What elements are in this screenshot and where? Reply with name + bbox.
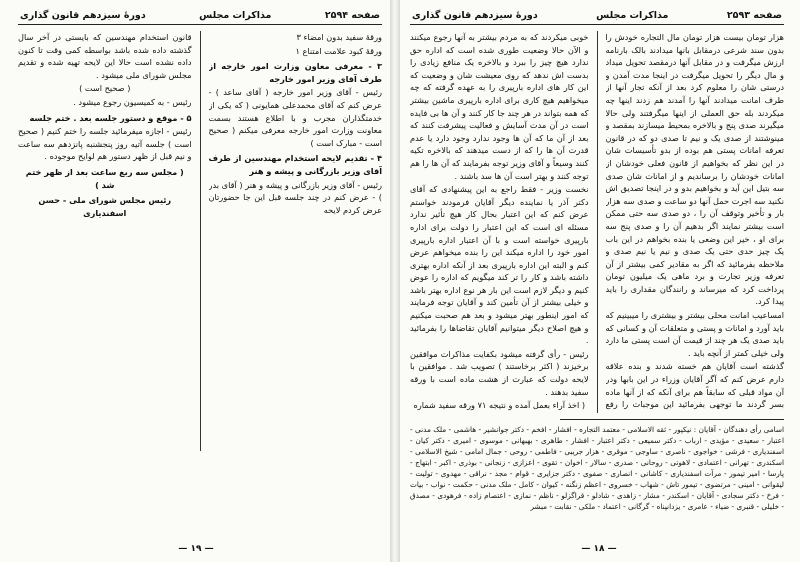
header-session: دورهٔ سیزدهم قانون گذاری (412, 10, 538, 21)
paragraph: ( صحیح است ) (79, 83, 131, 94)
footnote-rule (560, 419, 784, 420)
header-page-label: صفحه ۲۵۹۴ (324, 10, 380, 21)
section-heading: ۴ - تقدیم لایحه استخدام مهندسین از طرف آقای وزیر بازرگانی و پیشه و هنر (208, 153, 382, 176)
section-heading: ۳ - معرفی معاون وزارت امور خارجه از طرف آقای وزیر امور خارجه (208, 61, 382, 84)
paragraph: گذشته است آقایان هم خسته شدند و بنده علاقه دارم عرض کنم که آگر آقایان وزراء در این بابها ودر آن مواد قبلی که سابقاً هم برای آنکه که از آنها ماده بسر گردند ما توجهی بفرمائید این موجبات را رفع (605, 361, 784, 410)
column-right (209, 31, 383, 451)
page-header (410, 10, 784, 25)
paragraph: نخست وزیر - فقط راجع به این پیشنهادی که آقای دکتر آذر یا نماینده دیگر آقایان فرمودند خواستم عرض کنم که این اعتبار بحال کار هیچ تأثیر ندارد مسئله ای است که این اعتبار را دولت برای اداره بارپیری خواسته است و با آن اعتبار اداره بارپیری امور خود را اداره میکند این را بنده میخواهم عرض کنم و البته این اداره بارپیری بعد از آنکه اداره بهتری داشته باشد و کار را تر کند میگویم که اداره را عوض کنیم و دیگر لازم است این بار هر نوع اداره بهتر باشد و خیلی بیشتر از آن تأمین کند و آقایان توجه فرمایند که امور اینطور بهتر میشود و بعد هم صحبت میکنیم و هیچ اصلاح دیگر میتوانیم آقایان تقاضاها را بفرمائید . (410, 184, 589, 346)
paragraph: رئیس - به کمیسیون رجوع میشود . (73, 96, 192, 107)
page-header (18, 10, 382, 25)
paragraph: هزار تومان بیست هزار تومان مال التجاره خودش را بدون سند شرعی درمقابل بانها میدادند بالک بارنامه ارزش میگرفت و در مقابل آنها درمقصد تحویل میداد و مال دیگر را تحویل میگرفت در اینجا مدت آمدن و درستی شان را معلوم کرد بعد از آنکه تجار آنها از طرف امانت میدادند آنها را آمدند هم زدند اینها چه میکردند بله حق العملی از اینها میگرفتند ولی حالا میگیرند صدی پنج و بالاخره بمحیط میسازند بمقصد و مینوشتند از صدی یک و نیم تا صدی دو که در قانون تعرفه امانات پستی هم بوده از بدو تأسیسات شان در این نظر که بخواهیم از قانون فعلی خودشان از امانات خودشان را برساندیم و از امانات شان صدی سه بتیل این آید و بخواهیم بدو و در اینجا تصدیق اش نکنید سه اجرت حمل آنها دو ساعت و صدی سه هزار بار و تأخیر وتوقف آن را ، دو صدی سه حتی ممکن است بیشتر نمایند اگر بدهیم آن را و صدی پنج سه برای او ، خیر این وضعی یا بنده بخواهم در این باب یک چیز حدی حتی یک صدی و نیم یا نیم صدی و ملاحظه بفرمائید که اگر به مقادیر کمی بیشتر از آن تعرفه وزیر تجارت و برد ماهی یک میلیون تومان پرداخت کرد که میرساند و رانندگان مقداری را باید پیدا کرد. (605, 32, 784, 307)
paragraph: رئیس - رأی گرفته میشود بکفایت مذاکرات موافقین برخیزند ( اکثر برخاستند ) تصویب شد . موافقین با لایحه دولت که عبارت از هشت ماده است با ورقه سفید بدهند . (410, 348, 589, 397)
footnote-voters: اسامی رأی دهندگان - آقایان : نیکپور - ثقه الاسلامی - معتمد التجاره - افشار - افخم - دکتر جوانشیر - هاشمی - ملک مدنی - اعتبار - سعیدی - مؤیدی - ارباب - دکتر سمیعی - دکتر اعتبار - افشار - طاهری - بهبهانی - موسوی - امیری - دکتر کیان - اسفندیاری - فرشی - خواجوی - ناصری - ساوجی - موقری - هزار جریبی - فاطمی - روحی - جمال امامی - شیخ الاسلامی - اسکندری - تهرانی - اعتمادی - لاهوتی - روحانی - صدری - سالار - اخوان - تقوی - اعزازی - زنجانی - بوذری - اکبر - ابتهاج - پارسا - امیر تیمور - مرآت اسفندیاری - کاشانی - انصاری - صفوی - دکتر جزایری - قوام - مجد - نراقی - مهدوی - تولیت - لیقوانی - امینی - مرتضوی - تیمور تاش - شهاب - خسروی - اعظم زنگنه - کیوان - کامل - ملک مدنی - حکمت - نواب - بیات - فرخ - دکتر سجادی - آقایان - اسکندر - مشار - زاهدی - شادلو - قراگزلو - ناظم - نمازی - اعتصام زاده - فرهودی - مصدق - خلیلی - قنبری - ضیاء - عامری - یزدانپناه - گرگانی - اعتماد - ملکی - نقابت - مبشر (410, 425, 784, 511)
column-left (410, 31, 589, 413)
section-heading: رئیس مجلس شورای ملی - حسن اسفندیاری (38, 195, 172, 218)
page-number: — ۱۸ — (581, 544, 617, 554)
text-columns (410, 31, 784, 413)
paragraph: ( اخذ آراء بعمل آمده و نتیجه ۷۱ ورقه سفید شماره (413, 400, 586, 411)
page-left (0, 0, 392, 562)
paragraph: ورقهٔ سفید بدون امضاء ۳ (296, 32, 382, 42)
paragraph: امساعیب امانت محلی بیشتر و بیشتری را میبینیم که باید آورد و امانات و پستی و متعلقات آن و کسانی که باید صدی یک هر چند از قیمت آن است پستی ما دارد ولی خیلی کمتر از آنچه باید . (605, 310, 784, 358)
column-divider (200, 31, 201, 451)
paragraph: قانون استخدام مهندسین که بایستی در آخر سال گذشته داده شده باشد بواسطه کمی وقت تا کنون داده نشده است حالا این لایحه تهیه شده و تقدیم مجلس شورای ملی میشود . (18, 32, 192, 80)
paragraph: ورقهٔ کبود علامت امتناع ۱ (295, 45, 382, 56)
paragraph: خوبی میکردند که به مردم بیشتر به آنها رجوع میکنند و الآن حالا وضعیت طوری شده است که اداره حق ندارد هیچ چیز را ببرد و بالاخره یک منافع زیادی را بدست اش ندهد که روی معیشت شان و وضعیت که این کار های اداره بارپیری را به عهده گرفته که چه میخواهیم هیچ کاری برای اداره بارپیری ماشین بیشتر که همه بتواند در هر چند جا کار کنند و آن ها بی فایده است در آن مدت آسایش و فعالیت پیشرفت کنند که بعد از آن ما که آن ها وجود ندارد وجود دارد یا عدم قدرت آن ها را که از دست میدهند که بالاخره تکیه کنند وسیعاً و آقای وزیر توجه بفرمایند که آن ها را هم توجه کنند و بهتر است آن ها سد باشند . (410, 32, 589, 181)
paragraph: رئیس - آقای وزیر امور خارجه ( آقای ساعد ) - عرض کنم که آقای محمدعلی همایونی ( که یکی از خدمتگذاران مجرب و با اطلاع هستند بسمت معاونت وزارت امور خارجه معرفی میکنم ( صحیح است - مبارک است ) (208, 87, 382, 148)
section-heading: ۵ - موقع و دستور جلسه بعد . ختم جلسه (29, 112, 192, 123)
header-title: مذاکرات مجلس (596, 10, 669, 21)
page-right (398, 0, 800, 562)
header-page-label: صفحه ۲۵۹۳ (726, 10, 782, 21)
page-number: — ۱۹ — (178, 544, 214, 554)
column-right (606, 31, 785, 413)
column-divider (597, 31, 598, 413)
text-columns (18, 31, 382, 451)
header-title: مذاکرات مجلس (199, 10, 272, 21)
column-left (18, 31, 192, 451)
header-session: دورهٔ سیزدهم قانون گذاری (20, 10, 146, 21)
section-heading: ( مجلس سه ربع ساعت بعد از ظهر ختم شد ) (25, 166, 184, 190)
paragraph: رئیس - اجازه میفرمائید جلسه را ختم کنیم ( صحیح است ) جلسه آتیه روز پنجشنبه پانزدهم سه ساعت و نیم قبل از ظهر دستور هم لوایح موجوده . (18, 126, 192, 162)
paragraph: رئیس - آقای وزیر بازرگانی و پیشه و هنر ( آقای بدر ) - عرض کنم در چند جلسه قبل این جا حضورتان عرض کردم لایحه (208, 179, 382, 215)
